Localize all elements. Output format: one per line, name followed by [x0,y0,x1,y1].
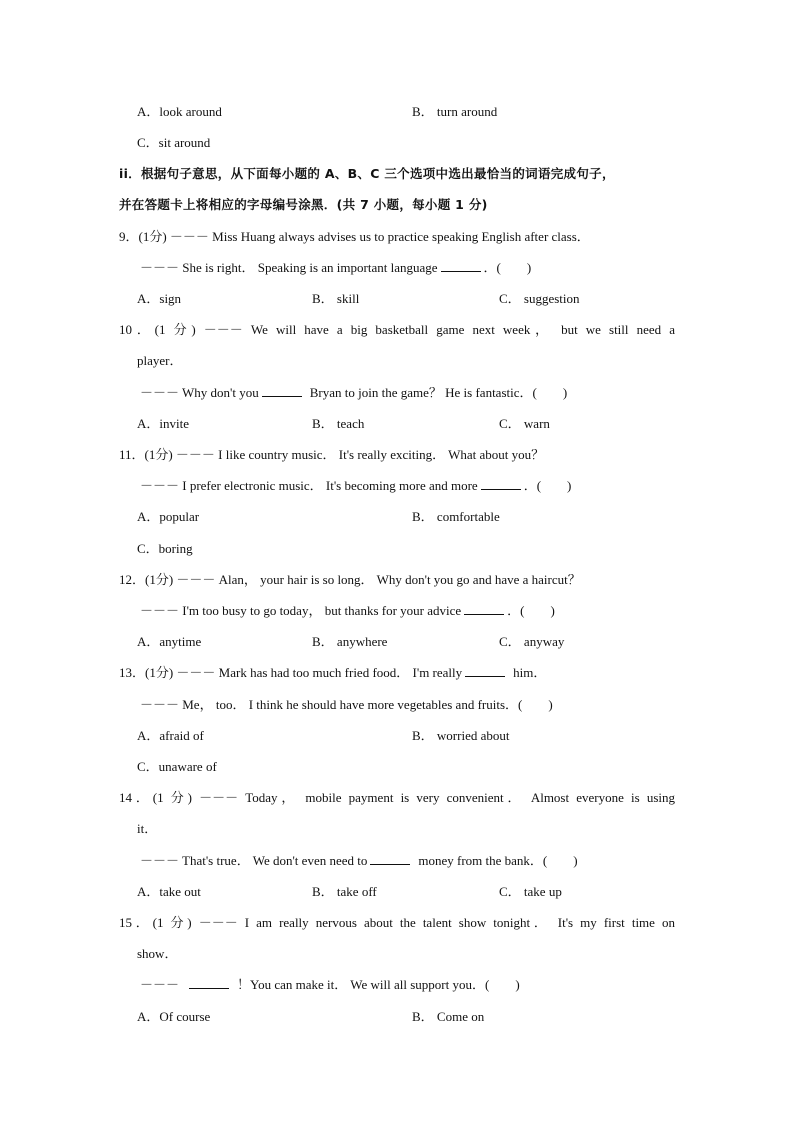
q11-stem: 11．(1分) －－－ I like country music． It's really exciting． What about you？ [119,447,545,462]
q10-blank [262,384,302,397]
q9-reply-pre: －－－ She is right． Speaking is an important language [140,260,438,275]
q13-option-a[interactable]: A．afraid of [137,728,204,743]
q13-reply: －－－ Me， too． I think he should have more vegetables and fruits．( ) [140,697,553,712]
q15-reply-post: ！You can make it． We will all support you．( ) [237,977,520,992]
q11-reply [140,477,571,495]
q12-stem: 12．(1分) －－－ Alan， your hair is so long． Why don't you go and have a haircut？ [119,572,581,587]
q10-option-c[interactable]: C． warn [499,416,550,431]
q9-reply-post: ．( ) [483,260,532,275]
q13-blank [465,664,505,677]
q8-option-c[interactable]: C．sit around [137,135,211,150]
q15-stem-cont: show． [137,946,178,961]
q14-stem-cont: it． [137,821,158,836]
q11-option-a[interactable]: A．popular [137,509,200,524]
q10-option-a[interactable]: A．invite [137,416,189,431]
q15-option-b[interactable]: B． Come on [412,1009,485,1024]
q9-stem: 9．(1分) －－－ Miss Huang always advises us to practice speaking English after class． [119,229,590,244]
q10-reply-post: Bryan to join the game？ He is fantastic．( ) [309,385,568,400]
q12-option-c[interactable]: C． anyway [499,634,565,649]
q9-option-c[interactable]: C． suggestion [499,291,580,306]
q15-reply-pre: －－－ [140,977,180,992]
section-heading-line1: ii．根据句子意思，从下面每小题的 A、B、C 三个选项中选出最恰当的词语完成句子， [119,166,615,181]
q12-reply-post: ．( ) [507,603,555,618]
q9-option-b[interactable]: B． skill [312,291,360,306]
q14-option-a[interactable]: A．take out [137,884,201,899]
q15-option-a[interactable]: A．Of course [137,1009,211,1024]
q14-option-c[interactable]: C． take up [499,884,562,899]
q8-option-b[interactable]: B． turn around [412,104,498,119]
q11-reply-post: ．( ) [523,478,572,493]
q14-blank [370,852,410,865]
q14-option-b[interactable]: B． take off [312,884,377,899]
q12-option-b[interactable]: B． anywhere [312,634,388,649]
q11-option-c[interactable]: C．boring [137,541,193,556]
q14-reply-post: money from the bank．( ) [418,853,578,868]
q10-reply [140,384,567,402]
q14-reply [140,852,578,870]
q10-option-b[interactable]: B． teach [312,416,365,431]
q15-reply [140,976,520,994]
q13-option-b[interactable]: B． worried about [412,728,510,743]
q10-stem-cont: player． [137,353,183,368]
q13-option-c[interactable]: C．unaware of [137,759,217,774]
q11-reply-pre: －－－ I prefer electronic music． It's becoming more and more [140,478,478,493]
q13-stem [119,664,546,682]
q15-blank [189,976,229,989]
q12-option-a[interactable]: A．anytime [137,634,202,649]
q12-reply [140,602,555,620]
q9-reply [140,259,531,277]
q8-option-a[interactable]: A．look around [137,104,222,119]
q13-stem-post: him． [513,665,547,680]
q14-reply-pre: －－－ That's true． We don't even need to [140,853,368,868]
q13-stem-pre: 13．(1分) －－－ Mark has had too much fried food． I'm really [119,665,463,680]
q10-reply-pre: －－－ Why don't you [140,385,259,400]
q10-stem: 10．(1 分) －－－ We will have a big basketball game next week， but we still need a [119,322,675,337]
q11-blank [481,477,521,490]
q15-stem: 15．(1 分) －－－ I am really nervous about the talent show tonight． It's my first time on [119,915,675,930]
q14-stem: 14．(1 分) －－－ Today， mobile payment is very convenient． Almost everyone is using [119,790,675,805]
q12-reply-pre: －－－ I'm too busy to go today， but thanks for your advice [140,603,462,618]
q9-blank [441,259,481,272]
q9-option-a[interactable]: A．sign [137,291,182,306]
q11-option-b[interactable]: B． comfortable [412,509,500,524]
section-heading-line2: 并在答题卡上将相应的字母编号涂黑．(共 7 小题，每小题 1 分) [119,197,488,212]
q12-blank [464,602,504,615]
